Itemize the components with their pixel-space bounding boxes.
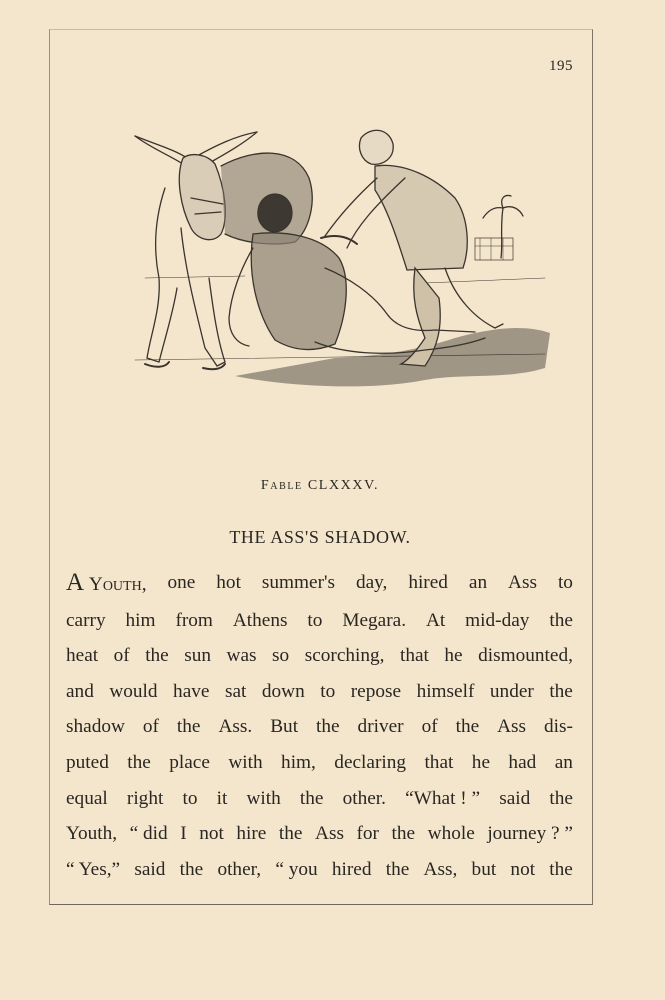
- text-word: from: [175, 609, 213, 631]
- text-word: Ass: [508, 572, 537, 593]
- text-word: Ass.: [218, 716, 253, 738]
- page-number: 195: [549, 58, 573, 74]
- text-word: the: [179, 858, 204, 880]
- text-word: the: [455, 716, 480, 738]
- text-word: the: [391, 823, 416, 845]
- text-word: the: [549, 609, 573, 631]
- text-line: [66, 745, 573, 781]
- text-line: [66, 816, 573, 852]
- text-word: an: [468, 572, 488, 593]
- text-word: place: [169, 751, 210, 773]
- text-word: hired: [408, 572, 448, 593]
- text-word: Athens: [232, 609, 288, 631]
- text-word: so: [272, 645, 290, 667]
- text-word: said: [499, 787, 531, 809]
- text-word: Megara.: [342, 609, 407, 631]
- text-word: the: [316, 716, 340, 738]
- text-word: himself: [416, 680, 475, 702]
- text-word: I: [180, 823, 187, 845]
- text-word: the: [549, 787, 573, 809]
- text-word: the: [127, 751, 151, 773]
- drop-cap: A: [66, 569, 85, 596]
- text-word: other,: [217, 858, 262, 880]
- text-word: shadow: [66, 716, 125, 738]
- text-word: not: [510, 858, 536, 880]
- text-word: him,: [281, 751, 316, 773]
- text-word: “ did: [129, 823, 168, 845]
- text-word: sun: [184, 645, 212, 667]
- text-word: right: [126, 787, 164, 809]
- text-word: under: [489, 680, 534, 702]
- text-word: hot: [216, 572, 241, 593]
- text-word: “What ! ”: [405, 787, 481, 809]
- text-line: [66, 781, 573, 817]
- text-word: “ you: [275, 858, 318, 880]
- text-word: Ass,: [423, 858, 458, 880]
- text-word: driver: [357, 716, 404, 738]
- text-word: sat: [224, 680, 247, 702]
- text-word: for: [356, 823, 379, 845]
- text-word: equal: [66, 787, 108, 809]
- text-word: the: [176, 716, 201, 738]
- text-word: Ass: [497, 716, 527, 738]
- text-lines: [66, 603, 573, 888]
- text-word: he: [444, 645, 463, 667]
- engraving-illustration-icon: [125, 118, 565, 408]
- text-word: summer's: [261, 572, 335, 593]
- text-word: the: [385, 858, 410, 880]
- text-word: Ass: [315, 823, 344, 845]
- text-word: the: [299, 787, 324, 809]
- text-word: Youth,: [66, 823, 118, 845]
- text-word: whole: [427, 823, 475, 845]
- text-word: of: [142, 716, 159, 738]
- text-word: of: [421, 716, 438, 738]
- text-word: down: [261, 680, 305, 702]
- text-word: hired: [331, 858, 372, 880]
- text-word: would: [109, 680, 158, 702]
- text-word: but: [471, 858, 497, 880]
- fable-number: Fable CLXXXV.: [260, 478, 380, 493]
- text-word: that: [399, 645, 429, 667]
- text-word: the: [278, 823, 303, 845]
- text-word: and: [66, 680, 94, 702]
- text-word: At: [425, 609, 446, 631]
- fable-body: [66, 565, 573, 887]
- text-word: day,: [355, 572, 388, 593]
- text-word: not: [199, 823, 224, 845]
- text-word: it: [216, 787, 228, 809]
- smallcaps-word: Youth,: [88, 574, 147, 595]
- text-line: [66, 638, 573, 674]
- text-word: an: [554, 751, 573, 773]
- text-word: heat: [66, 645, 99, 667]
- text-word: repose: [350, 680, 402, 702]
- text-word: puted: [66, 751, 109, 773]
- text-word: to: [307, 609, 323, 631]
- text-word: other.: [342, 787, 386, 809]
- text-word: But: [270, 716, 299, 738]
- text-word: “ Yes,”: [66, 858, 121, 880]
- text-word: scorching,: [304, 645, 385, 667]
- text-word: said: [134, 858, 166, 880]
- text-word: he: [471, 751, 490, 773]
- text-word: journey ? ”: [487, 823, 573, 845]
- text-line: [66, 852, 573, 888]
- text-word: with: [246, 787, 281, 809]
- text-line: [66, 674, 573, 710]
- text-word: of: [113, 645, 130, 667]
- text-word: dismounted,: [478, 645, 573, 667]
- text-word: one: [167, 572, 196, 593]
- text-word: to: [557, 572, 573, 593]
- text-word: to: [320, 680, 336, 702]
- text-word: him: [125, 609, 156, 631]
- text-word: have: [173, 680, 210, 702]
- text-word: mid-day: [465, 609, 530, 631]
- text-line: [66, 709, 573, 745]
- text-word: declaring: [334, 751, 407, 773]
- text-word: [66, 565, 147, 603]
- text-line: [66, 603, 573, 639]
- text-word: the: [549, 680, 573, 702]
- text-word: was: [226, 645, 257, 667]
- text-word: the: [549, 858, 573, 880]
- text-line: [66, 565, 573, 603]
- text-word: that: [424, 751, 454, 773]
- text-word: to: [182, 787, 198, 809]
- text-word: had: [508, 751, 537, 773]
- text-word: hire: [236, 823, 267, 845]
- text-word: with: [228, 751, 263, 773]
- fable-title: THE ASS'S SHADOW.: [229, 527, 411, 547]
- text-word: the: [145, 645, 169, 667]
- text-word: dis-: [544, 716, 573, 738]
- text-word: carry: [66, 609, 106, 631]
